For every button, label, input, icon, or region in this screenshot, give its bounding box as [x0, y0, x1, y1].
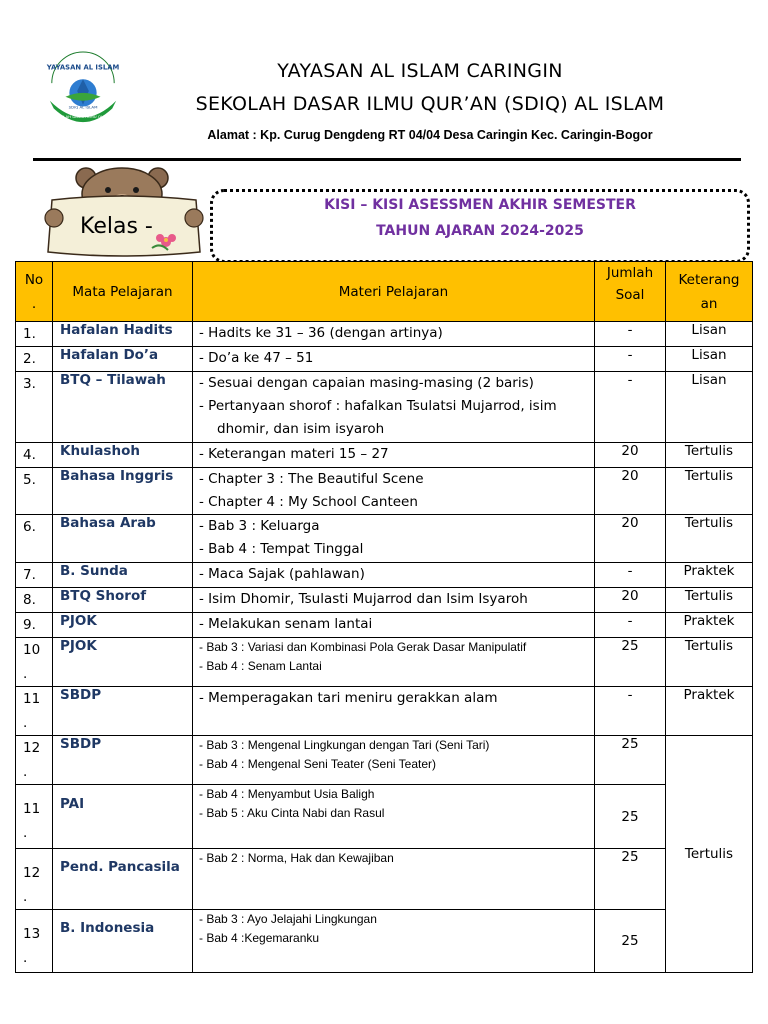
row-material: - Bab 2 : Norma, Hak dan Kewajiban: [193, 849, 595, 910]
title-line-2: TAHUN AJARAN 2024-2025: [376, 223, 584, 239]
row-subject: BTQ Shorof: [53, 588, 193, 613]
row-no: 9.: [16, 613, 53, 638]
row-no: 12 .: [16, 736, 53, 785]
row-jumlah: -: [595, 687, 666, 736]
row-subject: Pend. Pancasila: [53, 849, 193, 910]
row-subject: B. Sunda: [53, 563, 193, 588]
row-jumlah: -: [595, 322, 666, 347]
row-material: - Sesuai dengan capaian masing-masing (2 baris) - Pertanyaan shorof : hafalkan Tsulatsi Mujarrod, isim dhomir, dan isim isyaroh: [193, 372, 595, 443]
row-keterangan: Lisan: [666, 322, 753, 347]
row-no: 8.: [16, 588, 53, 613]
row-material: - Do’a ke 47 – 51: [193, 347, 595, 372]
school-address: Alamat : Kp. Curug Dengdeng RT 04/04 Desa Caringin Kec. Caringin-Bogor: [207, 128, 653, 142]
row-subject: PJOK: [53, 613, 193, 638]
row-keterangan: Tertulis: [666, 443, 753, 468]
row-no: 3.: [16, 372, 53, 443]
row-subject: BTQ – Tilawah: [53, 372, 193, 443]
table-row: [16, 468, 753, 515]
row-keterangan: Lisan: [666, 347, 753, 372]
row-material: - Melakukan senam lantai: [193, 613, 595, 638]
row-material: - Maca Sajak (pahlawan): [193, 563, 595, 588]
title-box: [210, 189, 750, 263]
row-no: 13 .: [16, 910, 53, 973]
kelas-label: Kelas -: [80, 214, 153, 239]
row-keterangan: Tertulis: [666, 468, 753, 515]
row-subject: Hafalan Hadits: [53, 322, 193, 347]
logo-small-text: SDIQ AL ISLAM: [68, 104, 98, 110]
row-keterangan: Tertulis: [666, 588, 753, 613]
row-jumlah: 25: [595, 736, 666, 785]
row-jumlah: 20: [595, 443, 666, 468]
row-keterangan: Tertulis: [666, 638, 753, 687]
row-keterangan: Praktek: [666, 613, 753, 638]
row-jumlah: 25: [595, 638, 666, 687]
row-jumlah: -: [595, 347, 666, 372]
row-keterangan: Praktek: [666, 563, 753, 588]
table-row: [16, 736, 753, 785]
school-name: SEKOLAH DASAR ILMU QUR’AN (SDIQ) AL ISLAM: [195, 93, 665, 115]
table-row: [16, 347, 753, 372]
header-no: No .: [16, 262, 53, 322]
row-material: - Bab 3 : Mengenal Lingkungan dengan Tari (Seni Tari) - Bab 4 : Mengenal Seni Teater (Seni Teater): [193, 736, 595, 785]
row-keterangan-merged: Tertulis: [666, 736, 753, 973]
row-jumlah: 25: [595, 910, 666, 973]
row-jumlah: 20: [595, 468, 666, 515]
header-keterangan: Keterang an: [666, 262, 753, 322]
kisi-kisi-table: [15, 261, 753, 973]
table-row: [16, 563, 753, 588]
row-keterangan: Tertulis: [666, 515, 753, 563]
table-row: [16, 638, 753, 687]
row-jumlah: -: [595, 563, 666, 588]
row-subject: SBDP: [53, 687, 193, 736]
header-divider: [33, 158, 741, 161]
row-jumlah: 25: [595, 849, 666, 910]
row-jumlah: -: [595, 372, 666, 443]
row-subject: PAI: [53, 785, 193, 849]
row-jumlah: 25: [595, 785, 666, 849]
row-material: - Memperagakan tari meniru gerakkan alam: [193, 687, 595, 736]
row-no: 12 .: [16, 849, 53, 910]
row-no: 7.: [16, 563, 53, 588]
table-row: [16, 443, 753, 468]
row-material: - Bab 3 : Keluarga - Bab 4 : Tempat Tinggal: [193, 515, 595, 563]
row-jumlah: 20: [595, 515, 666, 563]
row-jumlah: -: [595, 613, 666, 638]
row-no: 10 .: [16, 638, 53, 687]
row-subject: B. Indonesia: [53, 910, 193, 973]
table-row: [16, 515, 753, 563]
table-header-row: [16, 262, 753, 322]
row-subject: PJOK: [53, 638, 193, 687]
row-no: 1.: [16, 322, 53, 347]
row-keterangan: Lisan: [666, 372, 753, 443]
table-row: [16, 687, 753, 736]
row-keterangan: Praktek: [666, 687, 753, 736]
row-subject: Bahasa Inggris: [53, 468, 193, 515]
row-material: - Bab 3 : Ayo Jelajahi Lingkungan - Bab 4 :Kegemaranku: [193, 910, 595, 973]
header-materi-pelajaran: Materi Pelajaran: [193, 262, 595, 322]
row-no: 11 .: [16, 687, 53, 736]
row-no: 5.: [16, 468, 53, 515]
row-jumlah: 20: [595, 588, 666, 613]
row-subject: Hafalan Do’a: [53, 347, 193, 372]
logo-top-text: YAYASAN AL ISLAM: [46, 63, 120, 72]
row-material: - Bab 3 : Variasi dan Kombinasi Pola Gerak Dasar Manipulatif - Bab 4 : Senam Lantai: [193, 638, 595, 687]
row-material: - Chapter 3 : The Beautiful Scene - Chapter 4 : My School Canteen: [193, 468, 595, 515]
foundation-name: YAYASAN AL ISLAM CARINGIN: [277, 60, 563, 82]
header-mata-pelajaran: Mata Pelajaran: [53, 262, 193, 322]
row-subject: Bahasa Arab: [53, 515, 193, 563]
row-material: - Hadits ke 31 – 36 (dengan artinya): [193, 322, 595, 347]
row-no: 4.: [16, 443, 53, 468]
table-row: [16, 785, 753, 849]
table-row: [16, 613, 753, 638]
logo-band-text: SEKOLAH DASAR ILMU QUR'AN: [52, 114, 114, 120]
row-material: - Isim Dhomir, Tsulasti Mujarrod dan Isim Isyaroh: [193, 588, 595, 613]
table-row: [16, 849, 753, 910]
row-subject: SBDP: [53, 736, 193, 785]
bear-sign-illustration: [40, 166, 208, 260]
row-no: 2.: [16, 347, 53, 372]
row-subject: Khulashoh: [53, 443, 193, 468]
table-row: [16, 322, 753, 347]
row-no: 11 .: [16, 785, 53, 849]
school-logo: [44, 50, 122, 128]
header-jumlah-soal: Jumlah Soal: [595, 262, 666, 322]
row-no: 6.: [16, 515, 53, 563]
table-row: [16, 910, 753, 973]
title-line-1: KISI – KISI ASESSMEN AKHIR SEMESTER: [324, 197, 636, 213]
row-material: - Keterangan materi 15 – 27: [193, 443, 595, 468]
table-row: [16, 588, 753, 613]
row-material: - Bab 4 : Menyambut Usia Baligh - Bab 5 : Aku Cinta Nabi dan Rasul: [193, 785, 595, 849]
table-row: [16, 372, 753, 443]
